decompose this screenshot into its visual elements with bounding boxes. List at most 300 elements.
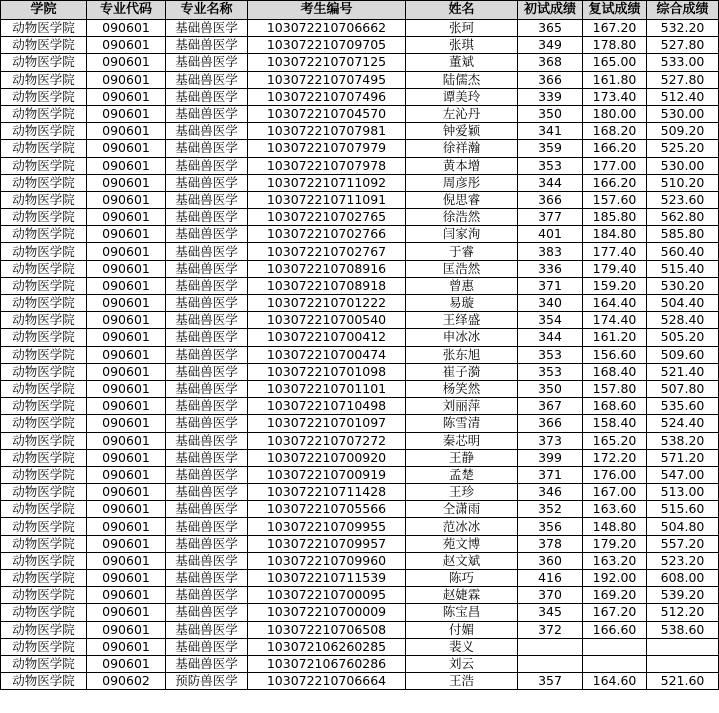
cell-retest-score: 176.00 [583,466,647,483]
cell-candidate-id: 103072210709705 [248,37,406,54]
cell-retest-score: 164.60 [583,673,647,690]
cell-college: 动物医学院 [1,415,87,432]
cell-initial-score: 372 [518,621,583,638]
cell-candidate-id: 103072210711091 [248,191,406,208]
cell-candidate-id: 103072210711092 [248,174,406,191]
cell-candidate-id: 103072210711539 [248,570,406,587]
cell-major-name: 基础兽医学 [166,312,248,329]
cell-major-code: 090601 [87,363,166,380]
cell-name: 陈宝昌 [406,604,518,621]
table-body [1,20,719,690]
cell-major-code: 090601 [87,518,166,535]
header-name: 姓名 [406,1,518,20]
cell-candidate-id: 103072210701222 [248,295,406,312]
cell-college: 动物医学院 [1,37,87,54]
cell-major-code: 090601 [87,157,166,174]
cell-initial-score: 370 [518,587,583,604]
cell-initial-score: 353 [518,346,583,363]
cell-initial-score [518,638,583,655]
cell-total-score: 512.40 [647,88,719,105]
cell-total-score: 538.20 [647,432,719,449]
cell-total-score: 538.60 [647,621,719,638]
cell-name: 张珂 [406,20,518,37]
cell-candidate-id: 103072210708918 [248,277,406,294]
cell-name: 张琪 [406,37,518,54]
cell-retest-score: 165.00 [583,54,647,71]
cell-candidate-id: 103072210702765 [248,209,406,226]
cell-candidate-id: 103072210705566 [248,501,406,518]
cell-retest-score: 172.20 [583,449,647,466]
cell-candidate-id: 103072210702766 [248,226,406,243]
cell-total-score: 585.80 [647,226,719,243]
cell-retest-score: 163.20 [583,552,647,569]
cell-major-code: 090601 [87,552,166,569]
cell-initial-score: 350 [518,380,583,397]
cell-total-score: 510.20 [647,174,719,191]
cell-total-score: 524.40 [647,415,719,432]
cell-candidate-id: 103072210701097 [248,415,406,432]
cell-college: 动物医学院 [1,71,87,88]
cell-major-name: 基础兽医学 [166,449,248,466]
cell-retest-score: 164.40 [583,295,647,312]
cell-major-code: 090601 [87,54,166,71]
table-row [1,226,719,243]
cell-college: 动物医学院 [1,277,87,294]
cell-name: 于睿 [406,243,518,260]
table-row [1,140,719,157]
cell-college: 动物医学院 [1,260,87,277]
cell-total-score: 505.20 [647,329,719,346]
cell-major-code: 090602 [87,673,166,690]
cell-total-score: 530.00 [647,105,719,122]
cell-college: 动物医学院 [1,466,87,483]
cell-initial-score: 336 [518,260,583,277]
cell-college: 动物医学院 [1,655,87,672]
cell-candidate-id: 103072210709960 [248,552,406,569]
cell-candidate-id: 103072210701101 [248,380,406,397]
table-row [1,346,719,363]
table-row [1,501,719,518]
cell-name: 王绎盛 [406,312,518,329]
cell-major-code: 090601 [87,484,166,501]
cell-college: 动物医学院 [1,157,87,174]
cell-candidate-id: 103072210707978 [248,157,406,174]
cell-name: 黄本增 [406,157,518,174]
cell-candidate-id: 103072210707981 [248,123,406,140]
cell-major-code: 090601 [87,277,166,294]
cell-candidate-id: 103072210707125 [248,54,406,71]
cell-major-name: 基础兽医学 [166,552,248,569]
cell-total-score: 521.60 [647,673,719,690]
table-row [1,552,719,569]
table-row [1,71,719,88]
cell-retest-score: 178.80 [583,37,647,54]
cell-candidate-id: 103072210709955 [248,518,406,535]
cell-initial-score: 352 [518,501,583,518]
cell-retest-score: 184.80 [583,226,647,243]
cell-major-code: 090601 [87,570,166,587]
table-row [1,638,719,655]
cell-name: 赵文斌 [406,552,518,569]
table-row [1,105,719,122]
cell-name: 崔子漪 [406,363,518,380]
table-row [1,466,719,483]
cell-initial-score: 383 [518,243,583,260]
cell-total-score: 539.20 [647,587,719,604]
cell-retest-score: 177.00 [583,157,647,174]
cell-major-name: 基础兽医学 [166,346,248,363]
header-major-code: 专业代码 [87,1,166,20]
table-row [1,157,719,174]
table-row [1,415,719,432]
cell-candidate-id: 103072210706664 [248,673,406,690]
cell-initial-score: 399 [518,449,583,466]
table-row [1,174,719,191]
cell-name: 张东旭 [406,346,518,363]
header-row [1,1,719,20]
cell-candidate-id: 103072210704570 [248,105,406,122]
cell-candidate-id: 103072210700412 [248,329,406,346]
cell-major-code: 090601 [87,346,166,363]
table-row [1,655,719,672]
cell-major-code: 090601 [87,415,166,432]
cell-major-name: 预防兽医学 [166,673,248,690]
cell-initial-score: 349 [518,37,583,54]
cell-retest-score: 168.40 [583,363,647,380]
cell-initial-score: 339 [518,88,583,105]
cell-initial-score: 401 [518,226,583,243]
cell-initial-score: 366 [518,415,583,432]
cell-initial-score: 367 [518,398,583,415]
cell-total-score: 608.00 [647,570,719,587]
cell-initial-score: 377 [518,209,583,226]
cell-total-score: 562.80 [647,209,719,226]
cell-major-name: 基础兽医学 [166,191,248,208]
cell-retest-score: 177.40 [583,243,647,260]
cell-major-name: 基础兽医学 [166,398,248,415]
cell-major-code: 090601 [87,604,166,621]
cell-college: 动物医学院 [1,604,87,621]
cell-retest-score: 159.20 [583,277,647,294]
table-row [1,88,719,105]
cell-name: 仝潇雨 [406,501,518,518]
cell-major-code: 090601 [87,398,166,415]
cell-college: 动物医学院 [1,329,87,346]
header-candidate-id: 考生编号 [248,1,406,20]
cell-total-score: 530.00 [647,157,719,174]
cell-name: 付媚 [406,621,518,638]
cell-major-code: 090601 [87,260,166,277]
cell-major-name: 基础兽医学 [166,174,248,191]
cell-initial-score: 353 [518,157,583,174]
cell-major-code: 090601 [87,449,166,466]
cell-major-code: 090601 [87,71,166,88]
table-row [1,312,719,329]
cell-total-score: 515.60 [647,501,719,518]
cell-initial-score: 359 [518,140,583,157]
cell-name: 孟楚 [406,466,518,483]
cell-college: 动物医学院 [1,380,87,397]
cell-name: 王浩 [406,673,518,690]
cell-college: 动物医学院 [1,226,87,243]
cell-candidate-id: 103072106260285 [248,638,406,655]
cell-candidate-id: 103072210702767 [248,243,406,260]
cell-major-code: 090601 [87,140,166,157]
header-initial-score: 初试成绩 [518,1,583,20]
cell-name: 易璇 [406,295,518,312]
cell-initial-score: 353 [518,363,583,380]
cell-name: 陆儒杰 [406,71,518,88]
table-row [1,295,719,312]
cell-college: 动物医学院 [1,363,87,380]
cell-name: 徐浩然 [406,209,518,226]
cell-retest-score: 157.60 [583,191,647,208]
cell-major-name: 基础兽医学 [166,604,248,621]
cell-name: 申冰冰 [406,329,518,346]
cell-total-score: 547.00 [647,466,719,483]
cell-major-code: 090601 [87,380,166,397]
cell-major-name: 基础兽医学 [166,295,248,312]
cell-major-code: 090601 [87,535,166,552]
cell-candidate-id: 103072210700540 [248,312,406,329]
cell-major-name: 基础兽医学 [166,209,248,226]
cell-college: 动物医学院 [1,501,87,518]
cell-name: 范冰冰 [406,518,518,535]
table-row [1,329,719,346]
cell-total-score: 532.20 [647,20,719,37]
cell-initial-score: 340 [518,295,583,312]
cell-name: 闫家洵 [406,226,518,243]
cell-retest-score: 163.60 [583,501,647,518]
cell-major-name: 基础兽医学 [166,638,248,655]
cell-candidate-id: 103072210707979 [248,140,406,157]
cell-candidate-id: 103072210706508 [248,621,406,638]
cell-candidate-id: 103072210709957 [248,535,406,552]
cell-name: 刘云 [406,655,518,672]
cell-name: 苑文博 [406,535,518,552]
cell-retest-score [583,655,647,672]
cell-retest-score: 161.20 [583,329,647,346]
cell-major-code: 090601 [87,174,166,191]
cell-total-score: 504.40 [647,295,719,312]
cell-initial-score: 356 [518,518,583,535]
cell-name: 陈巧 [406,570,518,587]
cell-name: 曾惠 [406,277,518,294]
cell-major-name: 基础兽医学 [166,655,248,672]
cell-candidate-id: 103072210700920 [248,449,406,466]
table-row [1,123,719,140]
table-row [1,380,719,397]
cell-major-name: 基础兽医学 [166,587,248,604]
table-row [1,673,719,690]
cell-name: 杨笑然 [406,380,518,397]
cell-major-name: 基础兽医学 [166,88,248,105]
cell-major-name: 基础兽医学 [166,535,248,552]
cell-major-name: 基础兽医学 [166,37,248,54]
cell-name: 倪思睿 [406,191,518,208]
cell-college: 动物医学院 [1,449,87,466]
cell-college: 动物医学院 [1,123,87,140]
cell-initial-score: 344 [518,174,583,191]
cell-college: 动物医学院 [1,88,87,105]
cell-college: 动物医学院 [1,432,87,449]
cell-name: 秦芯明 [406,432,518,449]
cell-initial-score: 366 [518,71,583,88]
cell-college: 动物医学院 [1,552,87,569]
table-row [1,587,719,604]
cell-major-name: 基础兽医学 [166,260,248,277]
cell-initial-score: 357 [518,673,583,690]
cell-college: 动物医学院 [1,243,87,260]
cell-college: 动物医学院 [1,209,87,226]
cell-name: 徐祥瀚 [406,140,518,157]
cell-major-code: 090601 [87,638,166,655]
cell-retest-score: 180.00 [583,105,647,122]
cell-major-code: 090601 [87,432,166,449]
cell-college: 动物医学院 [1,535,87,552]
cell-retest-score: 166.20 [583,140,647,157]
cell-retest-score: 158.40 [583,415,647,432]
cell-retest-score: 166.20 [583,174,647,191]
cell-total-score: 527.80 [647,71,719,88]
cell-major-name: 基础兽医学 [166,329,248,346]
header-major-name: 专业名称 [166,1,248,20]
table-row [1,621,719,638]
cell-retest-score: 185.80 [583,209,647,226]
cell-college: 动物医学院 [1,191,87,208]
cell-major-name: 基础兽医学 [166,570,248,587]
cell-total-score: 528.40 [647,312,719,329]
cell-major-code: 090601 [87,329,166,346]
header-total-score: 综合成绩 [647,1,719,20]
cell-initial-score: 350 [518,105,583,122]
cell-major-code: 090601 [87,123,166,140]
table-row [1,484,719,501]
table-row [1,277,719,294]
cell-initial-score: 371 [518,466,583,483]
cell-college: 动物医学院 [1,140,87,157]
cell-college: 动物医学院 [1,621,87,638]
table-row [1,570,719,587]
cell-major-code: 090601 [87,226,166,243]
cell-name: 钟爱颖 [406,123,518,140]
cell-major-name: 基础兽医学 [166,226,248,243]
cell-college: 动物医学院 [1,570,87,587]
table-row [1,518,719,535]
cell-total-score: 530.20 [647,277,719,294]
cell-total-score: 523.20 [647,552,719,569]
cell-college: 动物医学院 [1,54,87,71]
cell-major-code: 090601 [87,501,166,518]
cell-candidate-id: 103072210707496 [248,88,406,105]
cell-total-score: 504.80 [647,518,719,535]
cell-candidate-id: 103072210707495 [248,71,406,88]
cell-candidate-id: 103072210706662 [248,20,406,37]
header-college: 学院 [1,1,87,20]
cell-total-score: 571.20 [647,449,719,466]
cell-total-score: 523.60 [647,191,719,208]
cell-major-name: 基础兽医学 [166,105,248,122]
table-row [1,535,719,552]
cell-total-score: 521.40 [647,363,719,380]
cell-college: 动物医学院 [1,398,87,415]
cell-retest-score: 167.00 [583,484,647,501]
cell-retest-score: 167.20 [583,20,647,37]
cell-total-score: 533.00 [647,54,719,71]
cell-retest-score: 179.20 [583,535,647,552]
cell-initial-score [518,655,583,672]
cell-initial-score: 344 [518,329,583,346]
cell-major-name: 基础兽医学 [166,20,248,37]
cell-major-code: 090601 [87,312,166,329]
cell-initial-score: 378 [518,535,583,552]
cell-initial-score: 416 [518,570,583,587]
cell-name: 王珍 [406,484,518,501]
cell-major-name: 基础兽医学 [166,157,248,174]
table-row [1,363,719,380]
cell-candidate-id: 103072210700474 [248,346,406,363]
cell-name: 谭美玲 [406,88,518,105]
cell-candidate-id: 103072210708916 [248,260,406,277]
cell-name: 陈雪清 [406,415,518,432]
cell-major-code: 090601 [87,37,166,54]
cell-college: 动物医学院 [1,518,87,535]
cell-initial-score: 371 [518,277,583,294]
cell-total-score: 535.60 [647,398,719,415]
cell-major-name: 基础兽医学 [166,123,248,140]
cell-major-name: 基础兽医学 [166,140,248,157]
cell-major-code: 090601 [87,621,166,638]
cell-total-score: 509.20 [647,123,719,140]
cell-major-name: 基础兽医学 [166,484,248,501]
cell-major-code: 090601 [87,243,166,260]
cell-college: 动物医学院 [1,295,87,312]
cell-retest-score: 174.40 [583,312,647,329]
cell-retest-score: 156.60 [583,346,647,363]
table-row [1,604,719,621]
cell-initial-score: 346 [518,484,583,501]
cell-major-code: 090601 [87,20,166,37]
cell-major-name: 基础兽医学 [166,466,248,483]
cell-candidate-id: 103072210700919 [248,466,406,483]
cell-total-score: 557.20 [647,535,719,552]
cell-major-code: 090601 [87,209,166,226]
cell-name: 赵婕霖 [406,587,518,604]
cell-candidate-id: 103072210710498 [248,398,406,415]
cell-retest-score: 157.80 [583,380,647,397]
cell-major-name: 基础兽医学 [166,415,248,432]
cell-retest-score: 179.40 [583,260,647,277]
cell-major-name: 基础兽医学 [166,432,248,449]
table-row [1,20,719,37]
cell-major-name: 基础兽医学 [166,54,248,71]
cell-total-score: 515.40 [647,260,719,277]
cell-initial-score: 366 [518,191,583,208]
cell-college: 动物医学院 [1,312,87,329]
cell-major-name: 基础兽医学 [166,363,248,380]
cell-name: 董斌 [406,54,518,71]
cell-college: 动物医学院 [1,174,87,191]
cell-initial-score: 368 [518,54,583,71]
table-row [1,260,719,277]
table-row [1,191,719,208]
cell-candidate-id: 103072210700009 [248,604,406,621]
cell-initial-score: 345 [518,604,583,621]
cell-candidate-id: 103072210707272 [248,432,406,449]
cell-initial-score: 341 [518,123,583,140]
cell-initial-score: 365 [518,20,583,37]
cell-retest-score: 168.20 [583,123,647,140]
